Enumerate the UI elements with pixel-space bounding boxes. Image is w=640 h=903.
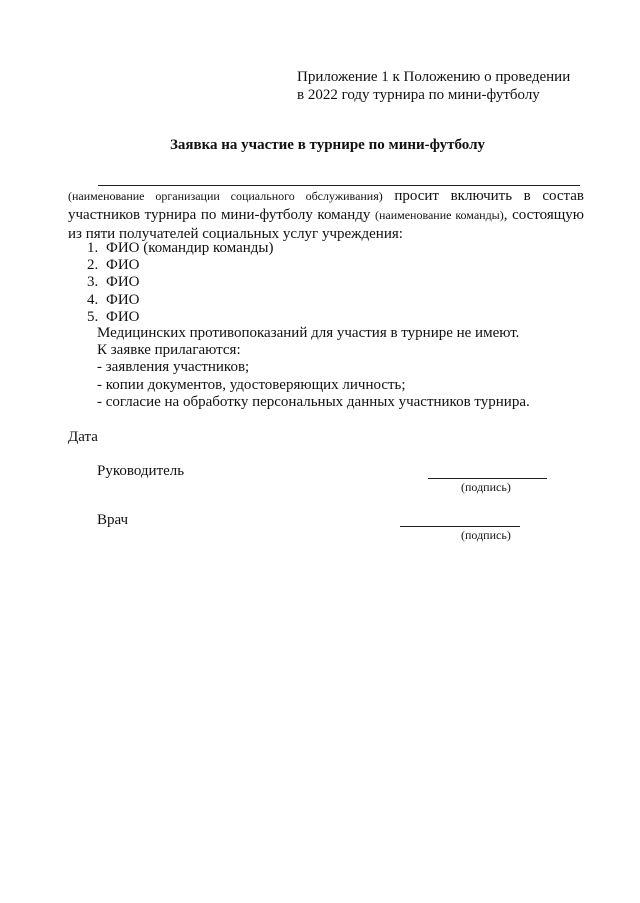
list-item bbox=[87, 274, 274, 291]
list-item bbox=[87, 240, 274, 257]
organization-placeholder: (наименование организации социального обслуживания) bbox=[68, 189, 383, 203]
doctor-label: Врач bbox=[97, 512, 129, 528]
doctor-signature-caption: (подпись) bbox=[461, 528, 511, 542]
list-number: 1. bbox=[87, 240, 99, 256]
list-number: 3. bbox=[87, 274, 99, 291]
request-text-1: просит включить в состав участников турнира по мини-футболу команду bbox=[68, 188, 584, 223]
attachment-item: - согласие на обработку персональных данных участников турнира. bbox=[97, 393, 530, 410]
attachment-item: - заявления участников; bbox=[97, 359, 250, 376]
participant-label: ФИО bbox=[106, 257, 140, 274]
participant-label: ФИО bbox=[106, 291, 140, 308]
participant-label: ФИО bbox=[106, 274, 140, 291]
attachments-heading: К заявке прилагаются: bbox=[97, 342, 241, 359]
head-signature-line bbox=[428, 478, 547, 479]
notes-block bbox=[97, 325, 530, 411]
request-paragraph bbox=[68, 187, 584, 244]
doctor-signature-line bbox=[400, 526, 520, 527]
appendix-line-2: в 2022 году турнира по мини-футболу bbox=[297, 87, 540, 103]
document-title: Заявка на участие в турнире по мини-футболу bbox=[169, 137, 486, 153]
date-label: Дата bbox=[68, 429, 98, 445]
medical-note: Медицинских противопоказаний для участия в турнире не имеют. bbox=[97, 325, 520, 341]
team-placeholder: (наименование команды) bbox=[374, 208, 504, 222]
participants-list bbox=[87, 240, 274, 326]
list-number: 4. bbox=[87, 291, 99, 308]
list-item bbox=[87, 309, 274, 326]
head-signature-caption: (подпись) bbox=[461, 480, 511, 494]
list-number: 5. bbox=[87, 308, 99, 325]
appendix-note bbox=[297, 68, 570, 104]
attachment-item: - копии документов, удостоверяющих личность; bbox=[97, 376, 406, 393]
appendix-line-1: Приложение 1 к Положению о проведении bbox=[297, 69, 571, 85]
list-item bbox=[87, 257, 274, 274]
participant-label: ФИО (командир команды) bbox=[106, 240, 274, 256]
list-number: 2. bbox=[87, 257, 99, 274]
request-text-2: , состоящую из пяти получателей социальных услуг учреждения: bbox=[68, 207, 585, 242]
head-label: Руководитель bbox=[97, 463, 185, 479]
organization-name-line bbox=[98, 185, 580, 186]
participant-label: ФИО bbox=[106, 308, 140, 325]
list-item bbox=[87, 292, 274, 309]
